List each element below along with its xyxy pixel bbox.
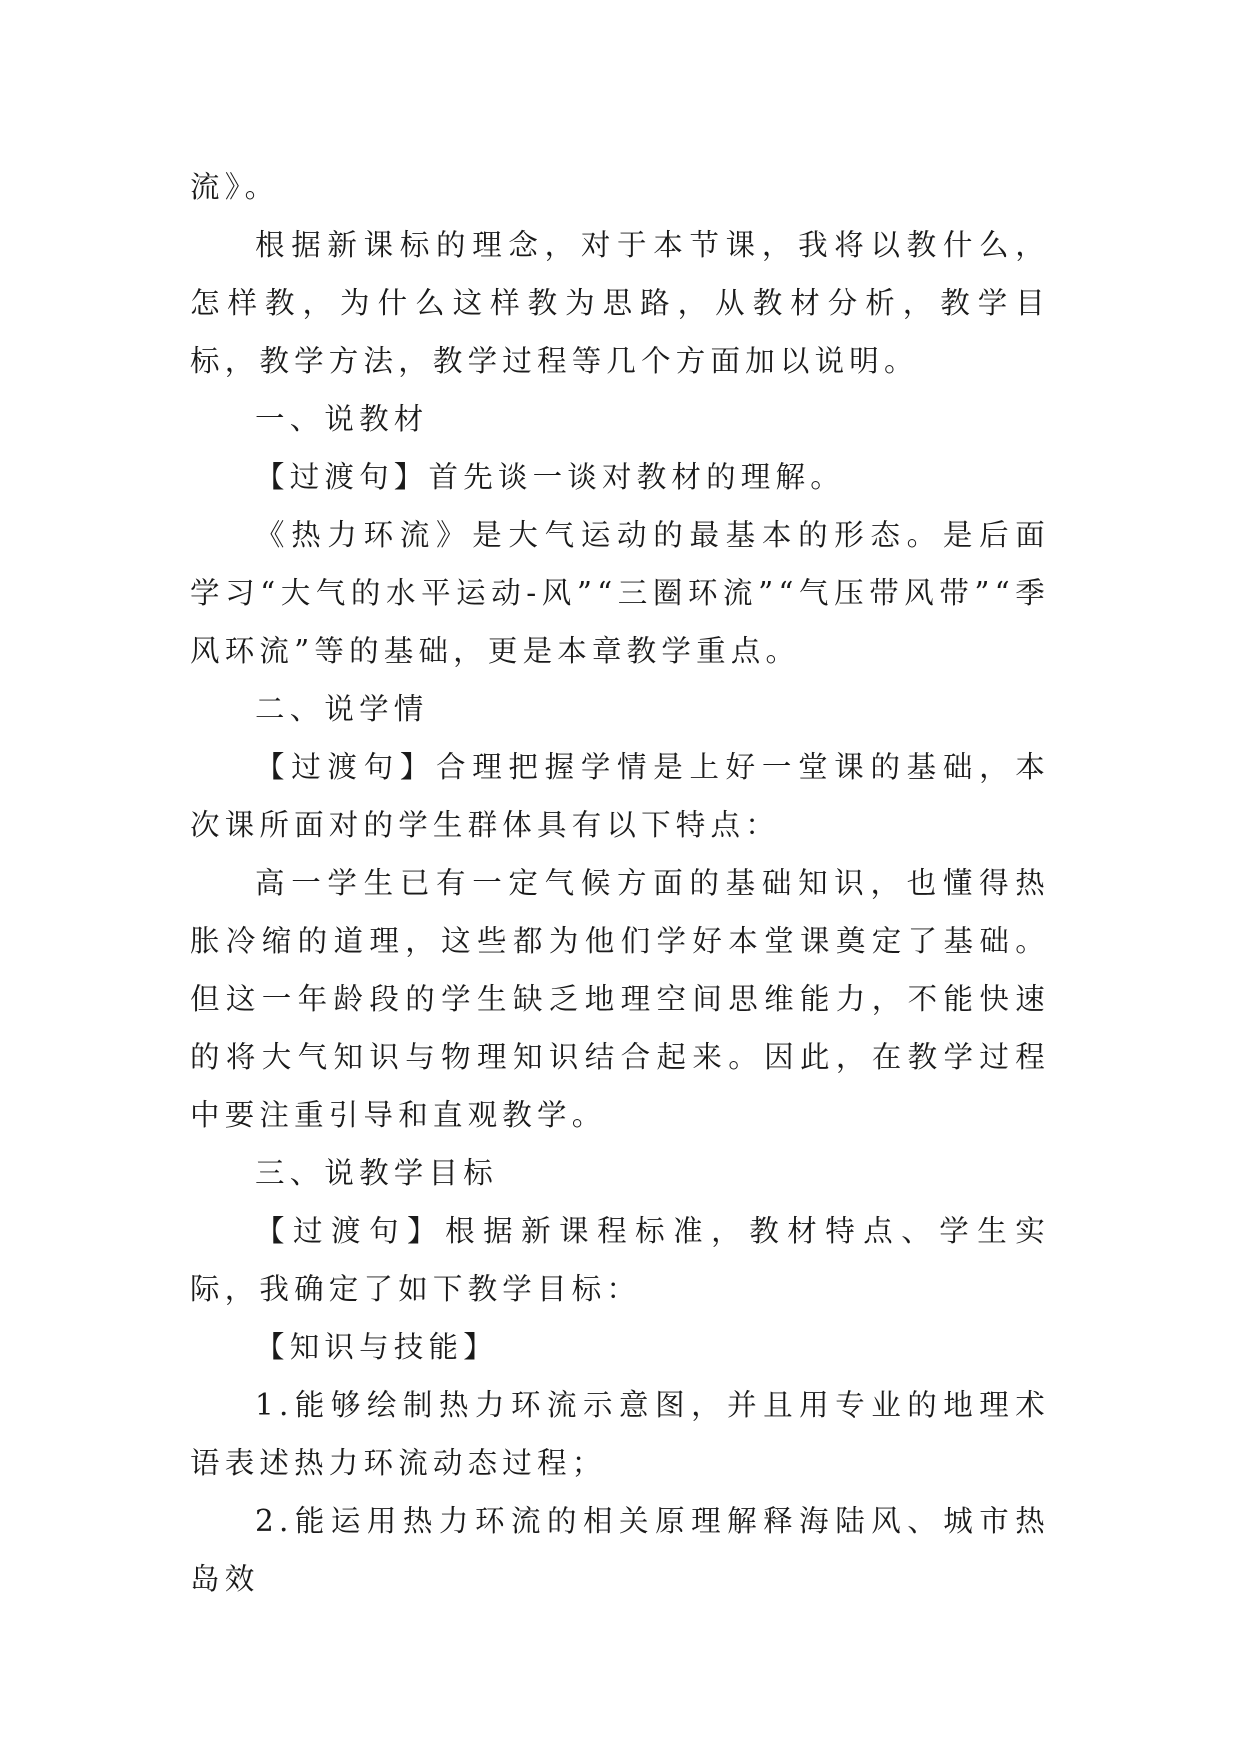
section-heading-students: 二、说学情: [255, 692, 429, 726]
list-item-objective-2: 2.能运用热力环流的相关原理解释海陆风、城市热岛效: [190, 1504, 1050, 1596]
document-body: [190, 158, 1050, 1608]
subheading-knowledge-skills: 【知识与技能】: [255, 1330, 498, 1364]
list-item-objective-1: 1.能够绘制热力环流示意图，并且用专业的地理术语表述热力环流动态过程；: [190, 1388, 1050, 1480]
section-heading-textbook: 一、说教材: [255, 402, 429, 436]
paragraph-students-analysis: 高一学生已有一定气候方面的基础知识，也懂得热胀冷缩的道理，这些都为他们学好本堂课奠定了基础。但这一年龄段的学生缺乏地理空间思维能力，不能快速的将大气知识与物理知识结合起来。因此，在教学过程中要注重引导和直观教学。: [190, 866, 1050, 1132]
paragraph-transition-students: 【过渡句】合理把握学情是上好一堂课的基础，本次课所面对的学生群体具有以下特点：: [190, 750, 1050, 842]
paragraph-textbook-analysis: 《热力环流》是大气运动的最基本的形态。是后面学习“大气的水平运动-风”“三圈环流”“气压带风带”“季风环流”等的基础，更是本章教学重点。: [190, 518, 1050, 668]
paragraph-continuation: 流》。: [190, 170, 280, 204]
paragraph-transition-textbook: 【过渡句】首先谈一谈对教材的理解。: [255, 460, 845, 494]
paragraph-intro: 根据新课标的理念，对于本节课，我将以教什么，怎样教，为什么这样教为思路，从教材分析，教学目标，教学方法，教学过程等几个方面加以说明。: [190, 228, 1050, 378]
paragraph-transition-objectives: 【过渡句】根据新课程标准，教材特点、学生实际，我确定了如下教学目标：: [190, 1214, 1050, 1306]
section-heading-objectives: 三、说教学目标: [255, 1156, 498, 1190]
